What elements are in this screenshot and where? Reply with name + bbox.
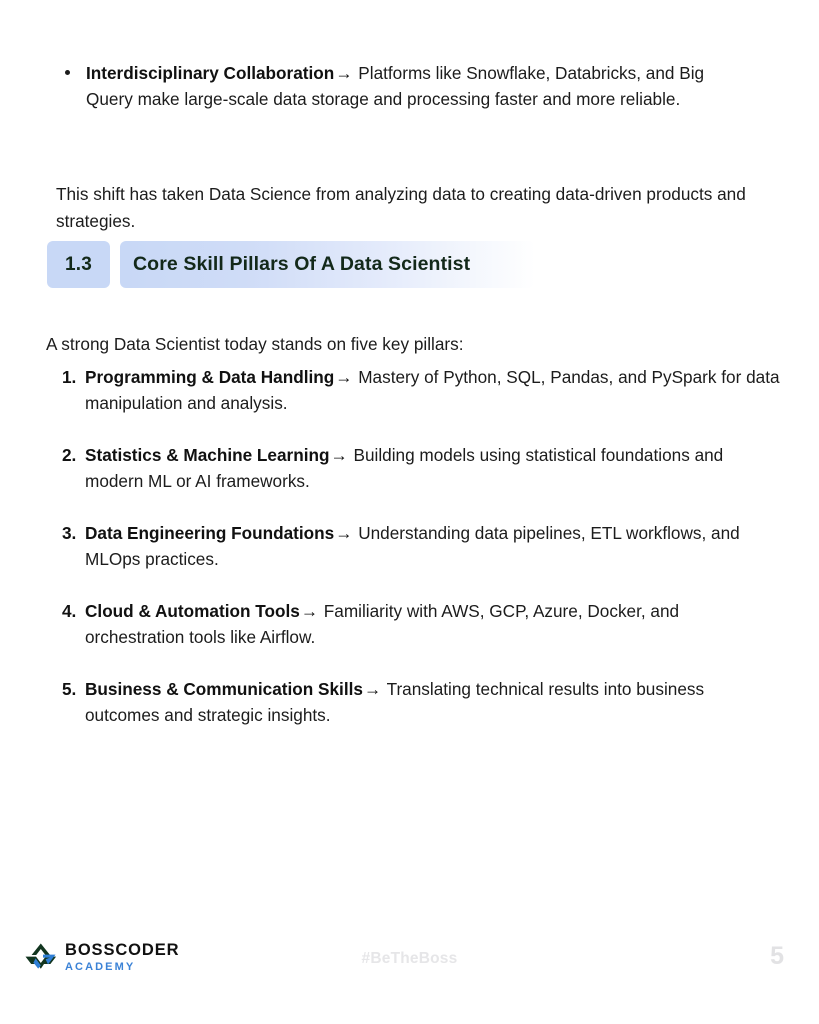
list-item-marker: 4.	[62, 601, 77, 621]
list-item-marker: 2.	[62, 445, 77, 465]
list-item	[62, 60, 752, 112]
list-item-lead: Statistics & Machine Learning	[85, 445, 330, 465]
list-item-lead: Cloud & Automation Tools	[85, 601, 300, 621]
list-item-body: Building models using statistical foundations and modern ML or AI frameworks.	[85, 445, 724, 491]
footer-hashtag: #BeTheBoss	[361, 950, 458, 967]
list-item	[62, 598, 782, 650]
list-item-body: Translating technical results into business outcomes and strategic insights.	[85, 679, 705, 725]
list-item	[62, 676, 782, 728]
brand-subtitle: ACADEMY	[65, 960, 136, 973]
list-item-marker: 3.	[62, 523, 77, 543]
list-item	[62, 442, 782, 494]
list-item-marker: 1.	[62, 367, 77, 387]
paragraph-shift: This shift has taken Data Science from analyzing data to creating data-driven products and strategies.	[56, 184, 746, 232]
page-footer	[0, 938, 819, 1024]
bullet-lead: Interdisciplinary Collaboration	[86, 63, 335, 83]
list-item-marker: 5.	[62, 679, 77, 699]
section-heading	[47, 241, 535, 288]
section-title-bar	[120, 241, 535, 288]
list-item-body: Understanding data pipelines, ETL workflows, and MLOps practices.	[85, 523, 740, 569]
section-number-badge: 1.3	[47, 241, 110, 288]
page-number: 5	[770, 942, 784, 970]
arrow-icon: →	[335, 63, 353, 83]
arrow-icon: →	[363, 679, 382, 699]
list-item-body: Familiarity with AWS, GCP, Azure, Docker, and orchestration tools like Airflow.	[85, 601, 680, 647]
brand-name: BOSSCODER	[65, 941, 180, 959]
arrow-icon: →	[330, 445, 348, 465]
arrow-icon: →	[335, 367, 353, 387]
list-item-body: Mastery of Python, SQL, Pandas, and PySpark for data manipulation and analysis.	[85, 367, 780, 413]
bullet-body: Platforms like Snowflake, Databricks, and Big Query make large-scale data storage and processing faster and more reliable.	[86, 63, 705, 109]
list-item-lead: Data Engineering Foundations	[85, 523, 335, 543]
arrow-icon: →	[335, 523, 353, 543]
list-item	[62, 364, 782, 416]
bullet-list	[62, 60, 752, 112]
list-item-lead: Business & Communication Skills	[85, 679, 363, 699]
list-item	[62, 520, 782, 572]
list-item-lead: Programming & Data Handling	[85, 367, 335, 387]
bullet-dot-icon	[65, 70, 70, 75]
section-title: Core Skill Pillars Of A Data Scientist	[133, 253, 471, 275]
arrow-icon: →	[300, 601, 318, 621]
pillars-list	[62, 364, 782, 728]
paragraph-pillars-intro: A strong Data Scientist today stands on five key pillars:	[46, 334, 464, 355]
